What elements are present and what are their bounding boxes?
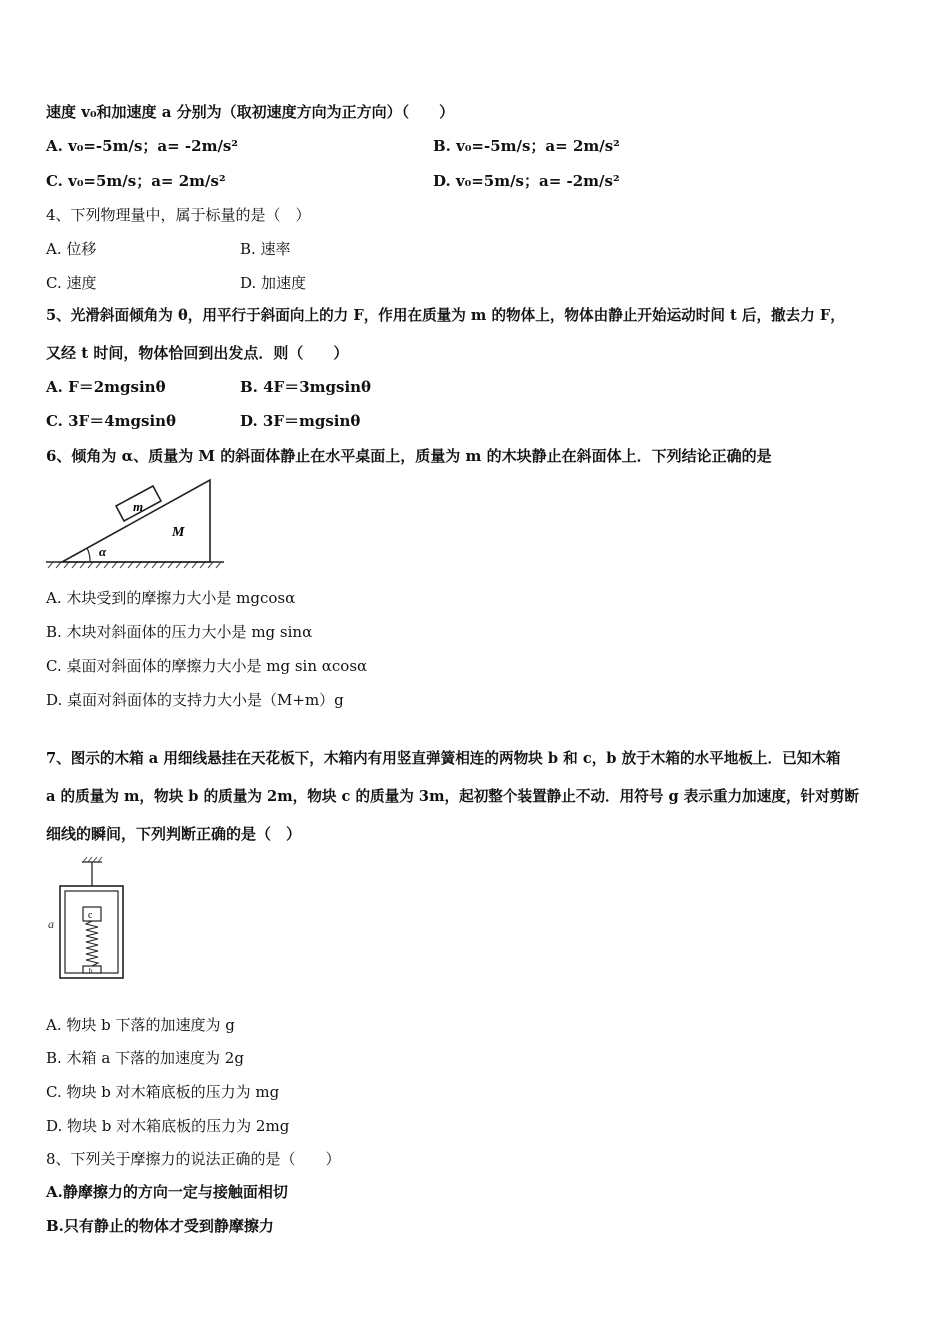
q3-option-d: D. v₀=5m/s；a= -2m/s²	[433, 172, 620, 190]
q3-option-a: A. v₀=-5m/s；a= -2m/s²	[46, 137, 238, 155]
q4-stem: 4、下列物理量中，属于标量的是（ ）	[46, 206, 311, 224]
q8-option-a: A.静摩擦力的方向一定与接触面相切	[46, 1183, 288, 1201]
q5-option-a: A. F＝2mgsinθ	[46, 378, 166, 396]
q7-option-d: D. 物块 b 对木箱底板的压力为 2mg	[46, 1117, 290, 1135]
q7-stem-line1: 7、图示的木箱 a 用细线悬挂在天花板下，木箱内有用竖直弹簧相连的两物块 b 和 c，b 放于木箱的水平地板上．已知木箱	[46, 750, 841, 767]
q7-option-a: A. 物块 b 下落的加速度为 g	[46, 1016, 235, 1034]
label-angle-alpha: α	[99, 544, 107, 559]
q3-stem: 速度 v₀和加速度 a 分别为（取初速度方向为正方向）（ ）	[46, 103, 455, 121]
label-wedge-M: M	[172, 525, 185, 540]
q6-stem: 6、倾角为 α、质量为 M 的斜面体静止在水平桌面上，质量为 m 的木块静止在斜面体上．下列结论正确的是	[46, 447, 772, 465]
box-a-shape	[60, 886, 123, 978]
q5-option-c: C. 3F＝4mgsinθ	[46, 412, 177, 430]
q6-option-d: D. 桌面对斜面体的支持力大小是（M+m）g	[46, 691, 344, 709]
q8-option-b: B.只有静止的物体才受到静摩擦力	[46, 1217, 274, 1235]
q8-stem: 8、下列关于摩擦力的说法正确的是（ ）	[46, 1150, 341, 1168]
q4-option-d: D. 加速度	[240, 274, 307, 292]
q4-option-a: A. 位移	[46, 240, 97, 258]
q7-option-c: C. 物块 b 对木箱底板的压力为 mg	[46, 1083, 280, 1101]
q6-option-b: B. 木块对斜面体的压力大小是 mg sinα	[46, 623, 313, 641]
q6-option-c: C. 桌面对斜面体的摩擦力大小是 mg sin αcosα	[46, 657, 368, 675]
q5-option-d: D. 3F＝mgsinθ	[240, 412, 361, 430]
q4-option-c: C. 速度	[46, 274, 97, 292]
q4-option-b: B. 速率	[240, 240, 291, 258]
q3-option-b: B. v₀=-5m/s；a= 2m/s²	[433, 137, 620, 155]
label-block-b: b	[89, 967, 93, 975]
q7-stem-line2: a 的质量为 m，物块 b 的质量为 2m，物块 c 的质量为 3m，起初整个装置静止不动．用符号 g 表示重力加速度，针对剪断	[46, 788, 859, 805]
q5-stem-line1: 5、光滑斜面倾角为 θ，用平行于斜面向上的力 F，作用在质量为 m 的物体上，物体由静止开始运动时间 t 后，撤去力 F，	[46, 307, 845, 324]
wedge-shape	[62, 480, 210, 562]
label-block-m: m	[133, 499, 144, 514]
q7-option-b: B. 木箱 a 下落的加速度为 2g	[46, 1049, 244, 1067]
spring-shape	[86, 921, 98, 966]
q5-option-b: B. 4F＝3mgsinθ	[240, 378, 372, 396]
q7-box-figure	[44, 856, 128, 984]
q6-option-a: A. 木块受到的摩擦力大小是 mgcosα	[46, 589, 296, 607]
q5-stem-line2: 又经 t 时间，物体恰回到出发点．则（ ）	[46, 344, 349, 362]
q7-stem-line3: 细线的瞬间，下列判断正确的是（ ）	[46, 825, 302, 843]
label-box-a: a	[48, 917, 54, 931]
q6-incline-figure	[44, 476, 228, 572]
q3-option-c: C. v₀=5m/s；a= 2m/s²	[46, 172, 226, 190]
label-block-c: c	[88, 910, 93, 921]
